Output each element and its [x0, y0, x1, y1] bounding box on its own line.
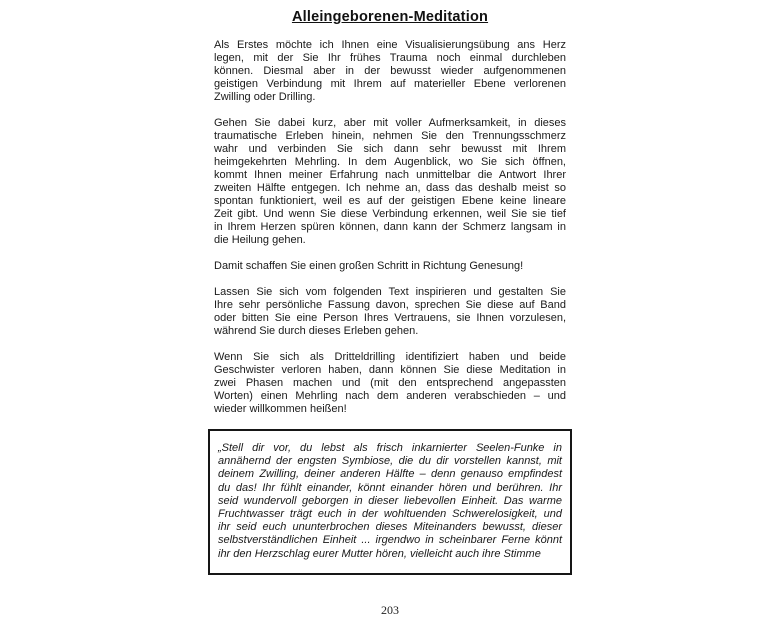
text-line: Wenn Sie sich als Dritteldrilling identifiziert haben und beide: [214, 351, 566, 363]
text-line: legen, mit der Sie Ihr frühes Trauma noch einmal durchleben: [214, 52, 566, 64]
body-paragraph-3: [214, 260, 566, 273]
text-line: Damit schaffen Sie einen großen Schritt in Richtung Genesung!: [214, 260, 524, 272]
text-line: deinem Zwilling, deiner anderen Hälfte – denn genauso empfindest: [218, 468, 562, 481]
text-line: Zeit gibt. Und wenn Sie diese Verbindung erkennen, weil Sie sie tief: [214, 208, 566, 220]
text-line: Zwilling oder Drilling.: [214, 91, 316, 103]
body-paragraph-4: [214, 286, 566, 338]
text-line: „Stell dir vor, du lebst als frisch inkarnierter Seelen-Funke in: [218, 442, 562, 454]
text-line: kommt Ihnen meiner Erfahrung nach unmittelbar die Antwort Ihrer: [214, 169, 566, 181]
text-line: ihr den Herzschlag eurer Mutter hören, vielleicht auch ihre Stimme: [218, 547, 541, 560]
text-line: zweiten Hälfte entgegen. Ich nehme an, dass das deshalb meist so: [214, 182, 566, 194]
text-line: seid wundervoll geborgen in dieser liebevollen Einheit. Das warme: [218, 494, 562, 507]
page-title: Alleingeborenen-Meditation: [291, 9, 489, 25]
text-line: zwei Phasen machen und (mit den entsprechend angepassten: [214, 377, 566, 389]
text-line: Fruchtwasser trägt euch in der wohltuenden Schwerelosigkeit, und: [218, 508, 562, 521]
text-line: heimgekehrten Mehrling. In dem Augenblick, wo Sie sich öffnen,: [214, 156, 566, 168]
text-line: Worten) einen Mehrling nach dem anderen verabschieden – und: [214, 390, 566, 402]
text-line: die Heilung gehen.: [214, 234, 306, 246]
page-number: 203: [381, 603, 399, 617]
body-paragraph-5: [214, 351, 566, 416]
body-paragraph-1: [214, 39, 566, 104]
text-line: selbstverständlichen Einheit ... irgendwo in scheinbarer Ferne könnt: [218, 534, 562, 547]
text-line: wieder willkommen heißen!: [214, 403, 347, 415]
text-line: annähernd der engsten Symbiose, die du dir vorstellen kannst, mit: [218, 455, 562, 468]
text-line: können. Diesmal aber in der bewusst wieder aufgenommenen: [214, 65, 566, 77]
text-line: während Sie durch dieses Erleben gehen.: [214, 325, 419, 337]
text-line: Gehen Sie dabei kurz, aber mit voller Aufmerksamkeit, in dieses: [214, 117, 566, 129]
text-line: oder bitten Sie eine Person Ihres Vertrauens, sie Ihnen vorzulesen,: [214, 312, 566, 324]
text-line: geistigen Verbindung mit Ihrem auf materieller Ebene verlorenen: [214, 78, 566, 90]
text-column: [214, 0, 566, 575]
text-line: Geschwister verloren haben, dann können Sie diese Meditation in: [214, 364, 566, 376]
body-paragraph-2: [214, 117, 566, 247]
meditation-quote-box: [208, 429, 572, 575]
text-line: ihr seid euch ununterbrochen dieses Miteinanders bewusst, dieser: [218, 521, 562, 534]
text-line: Ihre sehr persönliche Fassung davon, sprechen Sie diese auf Band: [214, 299, 566, 311]
text-line: in Ihrem Herzen spüren können, dann kann der Schmerz langsam in: [214, 221, 566, 233]
text-line: du das! Ihr fühlt einander, könnt einander hören und berühren. Ihr: [218, 481, 562, 494]
text-line: Lassen Sie sich vom folgenden Text inspirieren und gestalten Sie: [214, 286, 566, 298]
text-line: spontan funktioniert, weil es auf der geistigen Ebene keine lineare: [214, 195, 566, 207]
text-line: Als Erstes möchte ich Ihnen eine Visualisierungsübung ans Herz: [214, 39, 566, 51]
text-line: traumatische Erleben hinein, nehmen Sie den Trennungsschmerz: [214, 130, 566, 142]
text-line: wahr und verbinden Sie sich dann sehr bewusst mit Ihrem: [214, 143, 566, 155]
